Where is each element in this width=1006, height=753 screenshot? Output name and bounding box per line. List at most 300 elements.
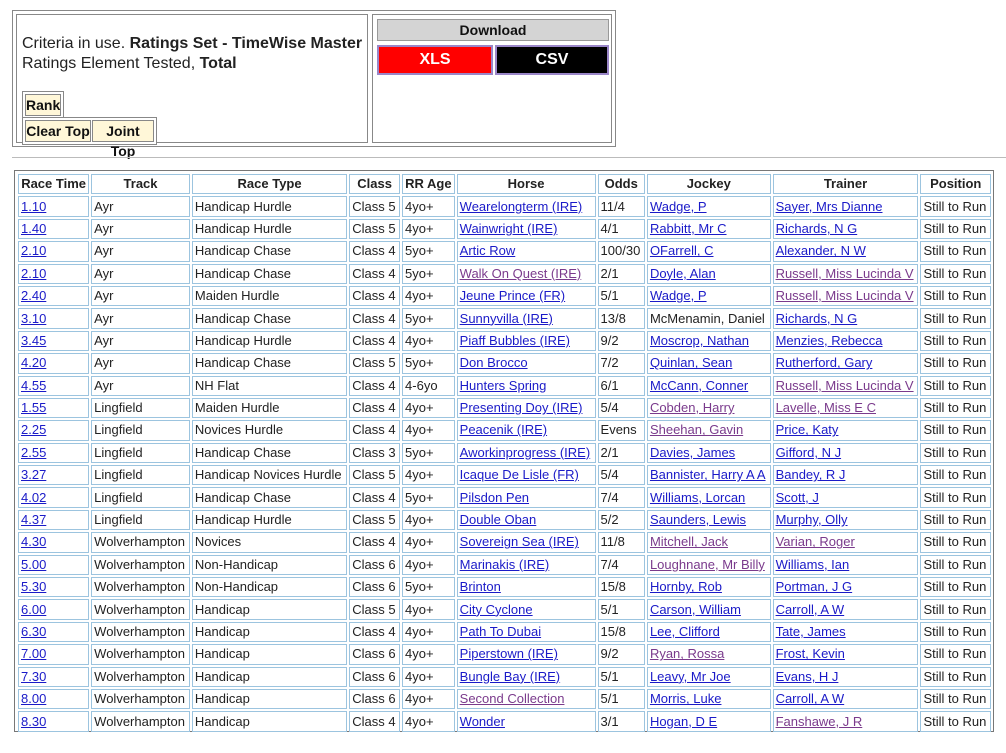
jockey-link[interactable]: Carson, William	[649, 601, 741, 617]
race-time-link[interactable]: 3.10	[21, 310, 47, 326]
class-cell: Class 3	[349, 443, 400, 463]
class-cell: Class 4	[349, 622, 400, 642]
position-cell: Still to Run	[920, 667, 991, 687]
odds-cell: 5/4	[598, 398, 645, 418]
jockey-link[interactable]: Davies, James	[649, 444, 736, 460]
race-time-link[interactable]: 2.55	[21, 444, 47, 460]
time-column-cell	[18, 376, 89, 396]
jockey-column-cell	[647, 376, 771, 396]
horse-column-cell	[457, 376, 596, 396]
odds-cell: 5/1	[598, 599, 645, 619]
trainer-link[interactable]: Lavelle, Miss E C	[775, 400, 876, 416]
class-cell: Class 4	[349, 711, 400, 731]
odds-cell: 9/2	[598, 331, 645, 351]
results-table	[16, 172, 993, 734]
track-cell: Lingfield	[91, 465, 190, 485]
trainer-column-cell	[773, 599, 919, 619]
horse-link[interactable]: Jeune Prince (FR)	[459, 288, 566, 304]
age-cell: 4yo+	[402, 219, 455, 239]
horse-link[interactable]: Brinton	[459, 579, 501, 595]
age-cell: 4yo+	[402, 331, 455, 351]
race-type-cell: NH Flat	[192, 376, 347, 396]
race-time-link[interactable]: 2.10	[21, 243, 47, 259]
track-cell: Wolverhampton	[91, 689, 190, 709]
race-type-cell: Non-Handicap	[192, 577, 347, 597]
horse-link[interactable]: Piperstown (IRE)	[459, 646, 558, 662]
race-time-link[interactable]: 4.55	[21, 377, 47, 393]
ratings-set-value: Ratings Set - TimeWise Master	[129, 35, 363, 52]
race-type-cell: Maiden Hurdle	[192, 398, 347, 418]
trainer-column-cell	[773, 420, 919, 440]
horse-column-cell	[457, 622, 596, 642]
time-column-cell	[18, 219, 89, 239]
jockey-link[interactable]: Moscrop, Nathan	[649, 332, 749, 348]
trainer-link[interactable]: Frost, Kevin	[775, 646, 845, 662]
table-row	[18, 465, 991, 485]
trainer-column-cell	[773, 711, 919, 731]
jockey-column-cell	[647, 219, 771, 239]
trainer-link[interactable]: Menzies, Rebecca	[775, 332, 883, 348]
odds-cell: 11/8	[598, 532, 645, 552]
table-body	[18, 196, 991, 731]
trainer-column-cell	[773, 286, 919, 306]
jockey-cell: McMenamin, Daniel	[647, 308, 771, 328]
track-cell: Wolverhampton	[91, 599, 190, 619]
time-column-cell	[18, 510, 89, 530]
jockey-link[interactable]: Sheehan, Gavin	[649, 422, 744, 438]
time-column-cell	[18, 487, 89, 507]
column-header-trainer: Trainer	[773, 174, 919, 194]
trainer-column-cell	[773, 353, 919, 373]
position-cell: Still to Run	[920, 308, 991, 328]
jockey-link[interactable]: Rabbitt, Mr C	[649, 220, 727, 236]
trainer-link[interactable]: Russell, Miss Lucinda V	[775, 288, 914, 304]
class-cell: Class 4	[349, 420, 400, 440]
horse-link[interactable]: Aworkinprogress (IRE)	[459, 444, 591, 460]
trainer-link[interactable]: Evans, H J	[775, 668, 839, 684]
jockey-link[interactable]: Williams, Lorcan	[649, 489, 746, 505]
odds-cell: 5/2	[598, 510, 645, 530]
age-cell: 4yo+	[402, 420, 455, 440]
trainer-link[interactable]: Murphy, Olly	[775, 512, 848, 528]
trainer-link[interactable]: Scott, J	[775, 489, 819, 505]
trainer-link[interactable]: Carroll, A W	[775, 691, 845, 707]
race-type-cell: Novices	[192, 532, 347, 552]
time-column-cell	[18, 667, 89, 687]
position-cell: Still to Run	[920, 555, 991, 575]
jockey-column-cell	[647, 667, 771, 687]
jockey-column-cell	[647, 555, 771, 575]
age-cell: 4yo+	[402, 555, 455, 575]
jockey-column-cell	[647, 622, 771, 642]
horse-column-cell	[457, 264, 596, 284]
table-row	[18, 264, 991, 284]
trainer-column-cell	[773, 465, 919, 485]
horse-column-cell	[457, 667, 596, 687]
age-cell: 4yo+	[402, 398, 455, 418]
jockey-column-cell	[647, 353, 771, 373]
horse-column-cell	[457, 331, 596, 351]
odds-cell: 7/4	[598, 487, 645, 507]
race-time-link[interactable]: 1.40	[21, 220, 47, 236]
position-cell: Still to Run	[920, 510, 991, 530]
table-row	[18, 241, 991, 261]
age-cell: 5yo+	[402, 443, 455, 463]
table-row	[18, 667, 991, 687]
trainer-link[interactable]: Fanshawe, J R	[775, 713, 863, 729]
horse-link[interactable]: Path To Dubai	[459, 624, 542, 639]
jockey-column-cell	[647, 510, 771, 530]
horse-column-cell	[457, 353, 596, 373]
trainer-column-cell	[773, 577, 919, 597]
trainer-link[interactable]: Price, Katy	[775, 422, 839, 438]
odds-cell: 5/1	[598, 667, 645, 687]
jockey-link[interactable]: Doyle, Alan	[649, 265, 716, 281]
horse-column-cell	[457, 577, 596, 597]
jockey-column-cell	[647, 577, 771, 597]
horse-column-cell	[457, 644, 596, 664]
race-time-link[interactable]: 2.40	[21, 288, 47, 304]
column-header-odds: Odds	[598, 174, 645, 194]
age-cell: 4yo+	[402, 532, 455, 552]
position-cell: Still to Run	[920, 264, 991, 284]
class-cell: Class 5	[349, 353, 400, 373]
track-cell: Wolverhampton	[91, 532, 190, 552]
race-type-cell: Handicap Chase	[192, 443, 347, 463]
trainer-column-cell	[773, 667, 919, 687]
class-cell: Class 6	[349, 644, 400, 664]
odds-cell: 15/8	[598, 622, 645, 642]
class-cell: Class 4	[349, 286, 400, 306]
table-row	[18, 219, 991, 239]
horse-link[interactable]: Pilsdon Pen	[459, 489, 530, 505]
class-cell: Class 4	[349, 331, 400, 351]
track-cell: Ayr	[91, 241, 190, 261]
trainer-link[interactable]: Bandey, R J	[775, 467, 846, 483]
time-column-cell	[18, 443, 89, 463]
race-time-link[interactable]: 5.30	[21, 579, 47, 595]
race-time-link[interactable]: 4.37	[21, 512, 47, 528]
track-cell: Wolverhampton	[91, 555, 190, 575]
clear-top-button[interactable]: Clear Top	[25, 120, 91, 142]
horse-link[interactable]: Don Brocco	[459, 355, 528, 371]
track-cell: Ayr	[91, 353, 190, 373]
top-buttons-frame	[22, 117, 157, 159]
trainer-link[interactable]: Richards, N G	[775, 310, 858, 326]
race-time-link[interactable]: 7.00	[21, 646, 47, 662]
track-cell: Wolverhampton	[91, 711, 190, 731]
trainer-link[interactable]: Russell, Miss Lucinda V	[775, 265, 914, 281]
jockey-link[interactable]: Quinlan, Sean	[649, 355, 733, 371]
trainer-column-cell	[773, 398, 919, 418]
horse-link[interactable]: Icaque De Lisle (FR)	[459, 467, 579, 483]
trainer-link[interactable]: Tate, James	[775, 624, 846, 639]
odds-cell: 5/1	[598, 689, 645, 709]
odds-cell: 100/30	[598, 241, 645, 261]
jockey-link[interactable]: Saunders, Lewis	[649, 512, 747, 528]
jockey-link[interactable]: Hogan, D E	[649, 713, 718, 729]
horse-link[interactable]: Walk On Quest (IRE)	[459, 265, 582, 281]
age-cell: 4yo+	[402, 286, 455, 306]
jockey-column-cell	[647, 331, 771, 351]
table-row	[18, 599, 991, 619]
race-time-link[interactable]: 3.45	[21, 332, 47, 348]
jockey-link[interactable]: Wadge, P	[649, 288, 707, 304]
trainer-link[interactable]: Williams, Ian	[775, 556, 850, 572]
jockey-column-cell	[647, 487, 771, 507]
table-row	[18, 577, 991, 597]
race-type-cell: Handicap	[192, 689, 347, 709]
table-row	[18, 420, 991, 440]
horse-column-cell	[457, 219, 596, 239]
time-column-cell	[18, 264, 89, 284]
table-row	[18, 622, 991, 642]
race-time-link[interactable]: 8.00	[21, 691, 47, 707]
horse-column-cell	[457, 241, 596, 261]
table-row	[18, 443, 991, 463]
trainer-column-cell	[773, 532, 919, 552]
time-column-cell	[18, 465, 89, 485]
trainer-column-cell	[773, 331, 919, 351]
horse-link[interactable]: Artic Row	[459, 243, 516, 259]
trainer-link[interactable]: Carroll, A W	[775, 601, 845, 617]
horse-link[interactable]: Presenting Doy (IRE)	[459, 400, 583, 416]
time-column-cell	[18, 331, 89, 351]
xls-download-button[interactable]: XLS	[377, 45, 493, 75]
trainer-link[interactable]: Alexander, N W	[775, 243, 866, 259]
table-row	[18, 689, 991, 709]
trainer-link[interactable]: Portman, J G	[775, 579, 853, 595]
horse-link[interactable]: Hunters Spring	[459, 377, 547, 393]
race-time-link[interactable]: 3.27	[21, 467, 47, 483]
class-cell: Class 6	[349, 667, 400, 687]
time-column-cell	[18, 577, 89, 597]
table-row	[18, 376, 991, 396]
race-time-link[interactable]: 4.20	[21, 355, 47, 371]
trainer-column-cell	[773, 196, 919, 216]
horse-link[interactable]: Bungle Bay (IRE)	[459, 668, 561, 684]
time-column-cell	[18, 622, 89, 642]
race-type-cell: Handicap Chase	[192, 353, 347, 373]
horse-link[interactable]: Second Collection	[459, 691, 565, 707]
table-row	[18, 510, 991, 530]
race-time-link[interactable]: 4.02	[21, 489, 47, 505]
age-cell: 4yo+	[402, 711, 455, 731]
race-time-link[interactable]: 8.30	[21, 713, 47, 729]
time-column-cell	[18, 420, 89, 440]
race-time-link[interactable]: 4.30	[21, 534, 47, 550]
table-row	[18, 286, 991, 306]
trainer-link[interactable]: Varian, Roger	[775, 534, 855, 550]
odds-cell: 6/1	[598, 376, 645, 396]
download-header: Download	[377, 19, 609, 41]
position-cell: Still to Run	[920, 622, 991, 642]
class-cell: Class 6	[349, 555, 400, 575]
track-cell: Ayr	[91, 376, 190, 396]
horse-column-cell	[457, 420, 596, 440]
horse-link[interactable]: Wonder	[459, 713, 505, 729]
race-time-link[interactable]: 1.55	[21, 400, 47, 416]
race-time-link[interactable]: 5.00	[21, 556, 47, 572]
table-row	[18, 308, 991, 328]
race-type-cell: Non-Handicap	[192, 555, 347, 575]
track-cell: Ayr	[91, 219, 190, 239]
time-column-cell	[18, 711, 89, 731]
table-header-row	[18, 174, 991, 194]
class-cell: Class 6	[349, 577, 400, 597]
horse-column-cell	[457, 599, 596, 619]
age-cell: 4yo+	[402, 510, 455, 530]
position-cell: Still to Run	[920, 398, 991, 418]
track-cell: Ayr	[91, 331, 190, 351]
race-time-link[interactable]: 1.10	[21, 198, 47, 214]
horse-link[interactable]: City Cyclone	[459, 601, 533, 617]
criteria-label: Criteria in use.	[22, 35, 126, 52]
class-cell: Class 4	[349, 376, 400, 396]
horse-link[interactable]: Peacenik (IRE)	[459, 422, 548, 438]
horse-link[interactable]: Sunnyvilla (IRE)	[459, 310, 553, 326]
horse-link[interactable]: Wainwright (IRE)	[459, 220, 558, 236]
jockey-link[interactable]: Cobden, Harry	[649, 400, 735, 416]
criteria-line-1	[22, 34, 362, 54]
trainer-column-cell	[773, 689, 919, 709]
race-type-cell: Handicap	[192, 644, 347, 664]
horse-link[interactable]: Double Oban	[459, 512, 537, 528]
jockey-link[interactable]: Loughnane, Mr Billy	[649, 556, 765, 572]
position-cell: Still to Run	[920, 196, 991, 216]
horse-column-cell	[457, 286, 596, 306]
position-cell: Still to Run	[920, 420, 991, 440]
odds-cell: 9/2	[598, 644, 645, 664]
horse-column-cell	[457, 555, 596, 575]
age-cell: 4yo+	[402, 599, 455, 619]
track-cell: Ayr	[91, 264, 190, 284]
jockey-column-cell	[647, 711, 771, 731]
trainer-link[interactable]: Rutherford, Gary	[775, 355, 873, 371]
jockey-link[interactable]: Morris, Luke	[649, 691, 722, 707]
horse-column-cell	[457, 487, 596, 507]
jockey-link[interactable]: McCann, Conner	[649, 377, 749, 393]
age-cell: 4yo+	[402, 196, 455, 216]
track-cell: Wolverhampton	[91, 622, 190, 642]
race-type-cell: Handicap Hurdle	[192, 219, 347, 239]
race-type-cell: Maiden Hurdle	[192, 286, 347, 306]
horse-column-cell	[457, 510, 596, 530]
trainer-link[interactable]: Russell, Miss Lucinda V	[775, 377, 914, 393]
race-type-cell: Handicap Chase	[192, 308, 347, 328]
table-row	[18, 196, 991, 216]
jockey-link[interactable]: Ryan, Rossa	[649, 646, 725, 662]
jockey-link[interactable]: Wadge, P	[649, 198, 707, 214]
table-row	[18, 353, 991, 373]
time-column-cell	[18, 689, 89, 709]
time-column-cell	[18, 241, 89, 261]
trainer-link[interactable]: Richards, N G	[775, 220, 858, 236]
trainer-column-cell	[773, 264, 919, 284]
class-cell: Class 6	[349, 689, 400, 709]
age-cell: 4yo+	[402, 622, 455, 642]
race-time-link[interactable]: 7.30	[21, 668, 47, 684]
time-column-cell	[18, 286, 89, 306]
race-time-link[interactable]: 2.10	[21, 265, 47, 281]
trainer-link[interactable]: Sayer, Mrs Dianne	[775, 198, 883, 214]
race-type-cell: Handicap Novices Hurdle	[192, 465, 347, 485]
jockey-link[interactable]: Hornby, Rob	[649, 579, 722, 595]
class-cell: Class 4	[349, 241, 400, 261]
jockey-column-cell	[647, 398, 771, 418]
odds-cell: 3/1	[598, 711, 645, 731]
time-column-cell	[18, 599, 89, 619]
race-time-link[interactable]: 2.25	[21, 422, 47, 438]
table-row	[18, 487, 991, 507]
race-time-link[interactable]: 6.30	[21, 624, 47, 639]
class-cell: Class 5	[349, 196, 400, 216]
jockey-link[interactable]: Mitchell, Jack	[649, 534, 728, 550]
track-cell: Wolverhampton	[91, 667, 190, 687]
position-cell: Still to Run	[920, 644, 991, 664]
age-cell: 4yo+	[402, 644, 455, 664]
position-cell: Still to Run	[920, 286, 991, 306]
horse-link[interactable]: Piaff Bubbles (IRE)	[459, 332, 570, 348]
trainer-link[interactable]: Gifford, N J	[775, 444, 842, 460]
trainer-column-cell	[773, 308, 919, 328]
position-cell: Still to Run	[920, 353, 991, 373]
column-header-class: Class	[349, 174, 400, 194]
jockey-link[interactable]: Lee, Clifford	[649, 624, 720, 639]
race-time-link[interactable]: 6.00	[21, 601, 47, 617]
rank-button[interactable]: Rank	[25, 94, 61, 116]
odds-cell: 2/1	[598, 443, 645, 463]
jockey-link[interactable]: OFarrell, C	[649, 243, 714, 259]
age-cell: 4yo+	[402, 465, 455, 485]
odds-cell: 2/1	[598, 264, 645, 284]
trainer-column-cell	[773, 622, 919, 642]
trainer-column-cell	[773, 644, 919, 664]
position-cell: Still to Run	[920, 376, 991, 396]
age-cell: 4yo+	[402, 667, 455, 687]
track-cell: Wolverhampton	[91, 577, 190, 597]
horse-link[interactable]: Sovereign Sea (IRE)	[459, 534, 579, 550]
element-label: Ratings Element Tested,	[22, 55, 196, 72]
class-cell: Class 4	[349, 308, 400, 328]
horse-link[interactable]: Marinakis (IRE)	[459, 556, 550, 572]
results-table-frame	[14, 170, 994, 732]
position-cell: Still to Run	[920, 532, 991, 552]
odds-cell: 7/2	[598, 353, 645, 373]
jockey-column-cell	[647, 443, 771, 463]
download-cell	[372, 14, 612, 143]
jockey-link[interactable]: Bannister, Harry A A	[649, 467, 766, 483]
odds-cell: 13/8	[598, 308, 645, 328]
position-cell: Still to Run	[920, 241, 991, 261]
odds-cell: 5/1	[598, 286, 645, 306]
horse-column-cell	[457, 465, 596, 485]
track-cell: Lingfield	[91, 443, 190, 463]
horse-column-cell	[457, 398, 596, 418]
column-header-race-time: Race Time	[18, 174, 89, 194]
jockey-link[interactable]: Leavy, Mr Joe	[649, 668, 731, 684]
criteria-line-2	[22, 54, 237, 74]
position-cell: Still to Run	[920, 219, 991, 239]
joint-top-button[interactable]: Joint Top	[92, 120, 154, 142]
position-cell: Still to Run	[920, 487, 991, 507]
csv-download-button[interactable]: CSV	[495, 45, 609, 75]
horse-link[interactable]: Wearelongterm (IRE)	[459, 198, 583, 214]
trainer-column-cell	[773, 241, 919, 261]
age-cell: 5yo+	[402, 487, 455, 507]
race-type-cell: Handicap Chase	[192, 487, 347, 507]
race-type-cell: Handicap Hurdle	[192, 196, 347, 216]
